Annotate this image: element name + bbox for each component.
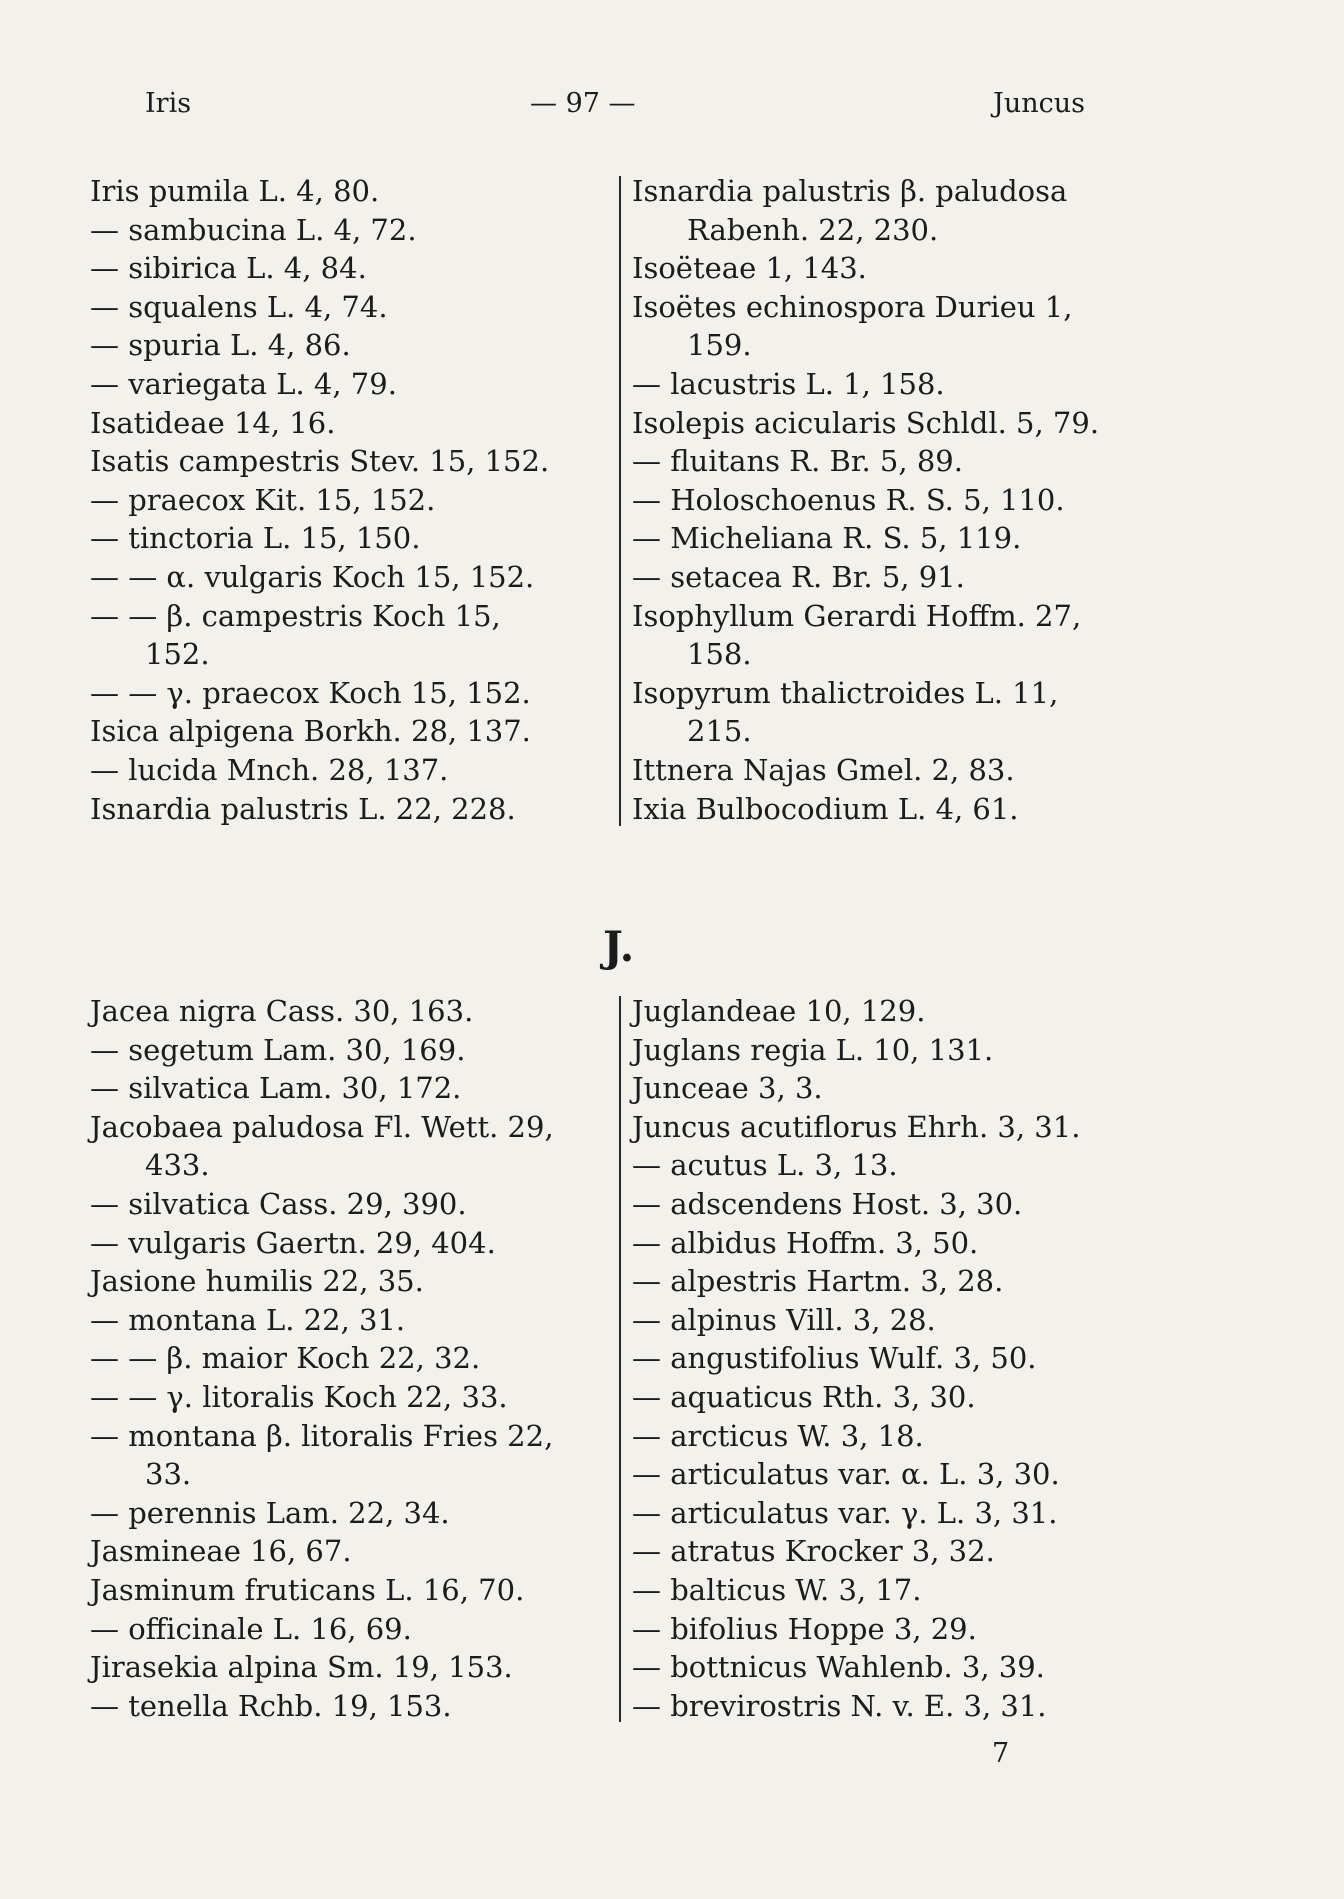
index-entry: Juncus acutiflorus Ehrh. 3, 31. [632,1109,1081,1144]
index-entry: — praecox Kit. 15, 152. [90,482,436,517]
index-entry: — lacustris L. 1, 158. [632,366,945,401]
index-entry: — perennis Lam. 22, 34. [90,1495,450,1530]
index-entry: Junceae 3, 3. [632,1071,823,1106]
index-entry: — vulgaris Gaertn. 29, 404. [90,1225,496,1260]
index-column-bottom-left [90,992,610,1725]
index-entry: — articulatus var. γ. L. 3, 31. [632,1495,1058,1530]
index-entry-continuation: 433. [145,1148,210,1183]
index-entry: Jirasekia alpina Sm. 19, 153. [90,1650,513,1685]
index-entry: Jasminum fruticans L. 16, 70. [90,1572,525,1607]
index-entry: Iris pumila L. 4, 80. [90,174,380,208]
index-entry: Isnardia palustris β. paludosa [632,174,1068,208]
index-entry: Jacea nigra Cass. 30, 163. [90,994,474,1028]
index-entry: — adscendens Host. 3, 30. [632,1186,1023,1221]
index-entry: — Holoschoenus R. S. 5, 110. [632,482,1065,517]
index-entry: — sambucina L. 4, 72. [90,212,417,247]
index-column-bottom-right [632,992,1152,1725]
index-entry: — tinctoria L. 15, 150. [90,521,421,556]
index-entry: — — β. maior Koch 22, 32. [90,1341,481,1376]
index-entry: — — α. vulgaris Koch 15, 152. [90,559,535,594]
index-entry: Isopyrum thalictroides L. 11, [632,675,1059,710]
index-entry: — fluitans R. Br. 5, 89. [632,444,963,479]
index-entry: — alpinus Vill. 3, 28. [632,1302,936,1337]
index-entry-continuation: 159. [687,328,752,363]
index-entry: Ixia Bulbocodium L. 4, 61. [632,791,1019,826]
index-entry: — squalens L. 4, 74. [90,289,388,324]
index-entry: Juglandeae 10, 129. [632,994,926,1028]
index-entry: — variegata L. 4, 79. [90,366,397,401]
index-entry: Isica alpigena Borkh. 28, 137. [90,714,531,749]
index-entry: — tenella Rchb. 19, 153. [90,1688,452,1723]
index-entry: — silvatica Cass. 29, 390. [90,1186,467,1221]
index-entry: Jasmineae 16, 67. [90,1534,352,1569]
index-entry: — angustifolius Wulf. 3, 50. [632,1341,1037,1376]
index-entry-continuation: 215. [687,714,752,749]
index-entry: — setacea R. Br. 5, 91. [632,559,965,594]
index-entry: — Micheliana R. S. 5, 119. [632,521,1022,556]
index-entry: — montana L. 22, 31. [90,1302,406,1337]
signature-mark: 7 [992,1738,1010,1769]
index-entry: — alpestris Hartm. 3, 28. [632,1264,1004,1299]
index-column-top-right [632,172,1152,828]
section-letter: J. [603,922,635,971]
index-entry-continuation: 158. [687,637,752,672]
index-entry-continuation: 33. [145,1457,192,1492]
header-right-keyword: Juncus [993,88,1085,119]
index-entry: — articulatus var. α. L. 3, 30. [632,1457,1060,1492]
index-entry: Isophyllum Gerardi Hoffm. 27, [632,598,1082,633]
index-entry: Isnardia palustris L. 22, 228. [90,791,516,826]
index-entry: Isoëteae 1, 143. [632,251,867,286]
index-entry: Isatideae 14, 16. [90,405,336,440]
index-entry: Isolepis acicularis Schldl. 5, 79. [632,405,1100,440]
index-entry: — sibirica L. 4, 84. [90,251,367,286]
index-entry-continuation: 152. [145,637,210,672]
index-entry: — brevirostris N. v. E. 3, 31. [632,1688,1047,1723]
index-entry: — officinale L. 16, 69. [90,1611,412,1646]
index-entry: — atratus Krocker 3, 32. [632,1534,995,1569]
index-entry-continuation: Rabenh. 22, 230. [687,212,939,247]
index-entry: — balticus W. 3, 17. [632,1572,922,1607]
index-entry: — montana β. litoralis Fries 22, [90,1418,554,1453]
index-entry: Isatis campestris Stev. 15, 152. [90,444,550,479]
index-entry: — bifolius Hoppe 3, 29. [632,1611,977,1646]
index-entry: Juglans regia L. 10, 131. [632,1032,994,1067]
index-entry: — lucida Mnch. 28, 137. [90,752,449,787]
running-header [145,88,1085,128]
index-column-top-left [90,172,610,828]
column-divider [619,996,621,1722]
index-entry: Jacobaea paludosa Fl. Wett. 29, [90,1109,554,1144]
index-entry: — bottnicus Wahlenb. 3, 39. [632,1650,1045,1685]
column-divider [619,176,621,826]
index-entry: — — β. campestris Koch 15, [90,598,501,633]
index-entry: — albidus Hoffm. 3, 50. [632,1225,979,1260]
index-entry: — — γ. litoralis Koch 22, 33. [90,1379,508,1414]
index-entry: — silvatica Lam. 30, 172. [90,1071,462,1106]
index-entry: — aquaticus Rth. 3, 30. [632,1379,976,1414]
header-left-keyword: Iris [145,88,192,119]
index-entry: — segetum Lam. 30, 169. [90,1032,466,1067]
index-entry: — spuria L. 4, 86. [90,328,351,363]
index-entry: Ittnera Najas Gmel. 2, 83. [632,752,1015,787]
page-number: — 97 — [530,88,636,119]
index-entry: — arcticus W. 3, 18. [632,1418,924,1453]
index-entry: — — γ. praecox Koch 15, 152. [90,675,531,710]
index-entry: — acutus L. 3, 13. [632,1148,898,1183]
index-entry: Jasione humilis 22, 35. [90,1264,424,1299]
index-entry: Isoëtes echinospora Durieu 1, [632,289,1073,324]
